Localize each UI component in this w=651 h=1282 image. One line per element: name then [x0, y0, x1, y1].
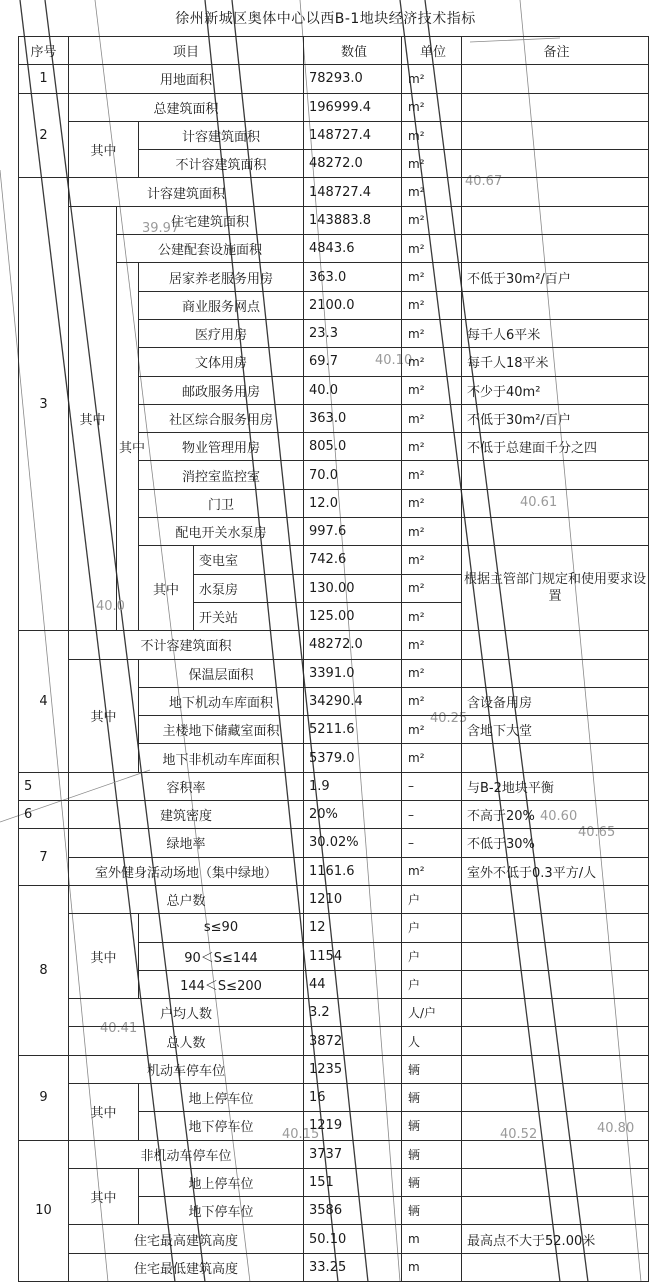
value-cell: 3.2: [304, 999, 402, 1027]
item-label: 邮政服务用房: [139, 376, 304, 404]
item-label: 不计容建筑面积: [139, 150, 304, 178]
item-label: 户均人数: [69, 999, 304, 1027]
remark-cell: [462, 914, 649, 942]
row-number: 5: [19, 772, 69, 800]
remark-cell: 不高于20%: [462, 801, 649, 829]
remark-cell: 每千人18平米: [462, 348, 649, 376]
value-cell: 20%: [304, 801, 402, 829]
sheet-title: 徐州新城区奥体中心以西B-1地块经济技术指标: [175, 11, 476, 27]
value-cell: 34290.4: [304, 687, 402, 715]
remark-cell: [462, 1197, 649, 1225]
value-cell: 30.02%: [304, 829, 402, 857]
value-cell: 5379.0: [304, 744, 402, 772]
unit-cell: 辆: [402, 1055, 462, 1083]
unit-cell: 户: [402, 914, 462, 942]
value-cell: 50.10: [304, 1225, 402, 1253]
table-row: [19, 914, 649, 942]
unit-cell: m²: [402, 518, 462, 546]
remark-cell: [462, 1140, 649, 1168]
remark-cell: [462, 93, 649, 121]
item-label: 水泵房: [194, 574, 304, 602]
value-cell: 742.6: [304, 546, 402, 574]
item-label: 文体用房: [139, 348, 304, 376]
unit-cell: m²: [402, 348, 462, 376]
remark-cell: [462, 744, 649, 772]
remark-cell: [462, 178, 649, 206]
unit-cell: 辆: [402, 1140, 462, 1168]
value-cell: 3872: [304, 1027, 402, 1055]
value-cell: 148727.4: [304, 121, 402, 149]
value-cell: 148727.4: [304, 178, 402, 206]
table-row: [19, 1055, 649, 1083]
table-row: [19, 121, 649, 149]
unit-cell: m²: [402, 235, 462, 263]
table-row: [19, 1027, 649, 1055]
remark-cell: 不低于30m²/百户: [462, 404, 649, 432]
unit-cell: m²: [402, 546, 462, 574]
group-label: 其中: [69, 1168, 139, 1225]
elevation-label: 40.65: [578, 825, 616, 840]
item-label: 机动车停车位: [69, 1055, 304, 1083]
item-label: 地上停车位: [139, 1083, 304, 1111]
value-cell: 5211.6: [304, 716, 402, 744]
unit-cell: –: [402, 772, 462, 800]
unit-cell: m²: [402, 602, 462, 630]
remark-cell: 根据主管部门规定和使用要求设置: [462, 546, 649, 631]
group-label: 其中: [69, 121, 139, 178]
elevation-label: 40.52: [500, 1127, 538, 1142]
elevation-label: 40.80: [597, 1121, 635, 1136]
unit-cell: –: [402, 829, 462, 857]
value-cell: 69.7: [304, 348, 402, 376]
unit-cell: m²: [402, 150, 462, 178]
header-item: 项目: [69, 37, 304, 65]
remark-cell: [462, 65, 649, 93]
value-cell: 363.0: [304, 263, 402, 291]
table-row: [19, 1140, 649, 1168]
table-row: [19, 885, 649, 913]
row-number: 3: [19, 178, 69, 631]
item-label: 住宅最低建筑高度: [69, 1253, 304, 1281]
unit-cell: m²: [402, 206, 462, 234]
table-row: [19, 999, 649, 1027]
remark-cell: [462, 885, 649, 913]
unit-cell: m²: [402, 376, 462, 404]
unit-cell: 辆: [402, 1112, 462, 1140]
value-cell: 130.00: [304, 574, 402, 602]
remark-cell: 与B-2地块平衡: [462, 772, 649, 800]
remark-cell: [462, 659, 649, 687]
item-label: 变电室: [194, 546, 304, 574]
unit-cell: m²: [402, 291, 462, 319]
item-label: 公建配套设施面积: [117, 235, 304, 263]
elevation-label: 39.97: [142, 221, 180, 236]
value-cell: 1154: [304, 942, 402, 970]
elevation-label: 40.15: [282, 1127, 320, 1142]
unit-cell: m: [402, 1225, 462, 1253]
unit-cell: 辆: [402, 1197, 462, 1225]
value-cell: 143883.8: [304, 206, 402, 234]
table-row: [19, 857, 649, 885]
remark-cell: 不低于30m²/百户: [462, 263, 649, 291]
row-number: 2: [19, 93, 69, 178]
group-label: 其中: [69, 914, 139, 999]
item-label: 住宅最高建筑高度: [69, 1225, 304, 1253]
item-label: 不计容建筑面积: [69, 631, 304, 659]
value-cell: 23.3: [304, 319, 402, 347]
value-cell: 16: [304, 1083, 402, 1111]
unit-cell: 辆: [402, 1083, 462, 1111]
value-cell: 12: [304, 914, 402, 942]
remark-cell: [462, 1055, 649, 1083]
table-row: [19, 631, 649, 659]
header-no: 序号: [19, 37, 69, 65]
row-number: 9: [19, 1055, 69, 1140]
item-label: 建筑密度: [69, 801, 304, 829]
item-label: 容积率: [69, 772, 304, 800]
value-cell: 2100.0: [304, 291, 402, 319]
unit-cell: 人/户: [402, 999, 462, 1027]
row-number: 6: [19, 801, 69, 829]
item-label: 居家养老服务用房: [139, 263, 304, 291]
unit-cell: m²: [402, 433, 462, 461]
table-row: [19, 1225, 649, 1253]
elevation-label: 40.41: [100, 1021, 138, 1036]
elevation-label: 40.61: [520, 495, 558, 510]
remark-cell: [462, 942, 649, 970]
item-label: 144＜S≤200: [139, 970, 304, 998]
unit-cell: m: [402, 1253, 462, 1281]
unit-cell: m²: [402, 121, 462, 149]
value-cell: 4843.6: [304, 235, 402, 263]
item-label: 地下停车位: [139, 1197, 304, 1225]
value-cell: 70.0: [304, 461, 402, 489]
remark-cell: 不低于总建面千分之四: [462, 433, 649, 461]
item-label: 保温层面积: [139, 659, 304, 687]
remark-cell: [462, 1168, 649, 1196]
item-label: 住宅建筑面积: [117, 206, 304, 234]
unit-cell: m²: [402, 404, 462, 432]
row-number: 1: [19, 65, 69, 93]
remark-cell: 不少于40m²: [462, 376, 649, 404]
table-row: [19, 178, 649, 206]
group-label: 其中: [69, 1083, 139, 1140]
unit-cell: m²: [402, 319, 462, 347]
table-row: [19, 65, 649, 93]
group-label: 其中: [69, 206, 117, 630]
value-cell: 3737: [304, 1140, 402, 1168]
item-label: 用地面积: [69, 65, 304, 93]
row-number: 8: [19, 885, 69, 1055]
remark-cell: [462, 150, 649, 178]
remark-cell: [462, 461, 649, 489]
item-label: 地上停车位: [139, 1168, 304, 1196]
unit-cell: m²: [402, 461, 462, 489]
table-row: [19, 1083, 649, 1111]
value-cell: 48272.0: [304, 631, 402, 659]
value-cell: 196999.4: [304, 93, 402, 121]
remark-cell: [462, 999, 649, 1027]
item-label: 地下机动车库面积: [139, 687, 304, 715]
unit-cell: 户: [402, 942, 462, 970]
item-label: 总人数: [69, 1027, 304, 1055]
header-unit: 单位: [402, 37, 462, 65]
value-cell: 997.6: [304, 518, 402, 546]
item-label: 门卫: [139, 489, 304, 517]
remark-cell: [462, 1112, 649, 1140]
unit-cell: 辆: [402, 1168, 462, 1196]
unit-cell: –: [402, 801, 462, 829]
item-label: 物业管理用房: [139, 433, 304, 461]
remark-cell: [462, 518, 649, 546]
remark-cell: [462, 235, 649, 263]
unit-cell: 户: [402, 885, 462, 913]
value-cell: 3391.0: [304, 659, 402, 687]
remark-cell: [462, 489, 649, 517]
item-label: 地下非机动车库面积: [139, 744, 304, 772]
remark-cell: 不低于30%: [462, 829, 649, 857]
header-remark: 备注: [462, 37, 649, 65]
item-label: 消控室监控室: [139, 461, 304, 489]
value-cell: 1.9: [304, 772, 402, 800]
group-label: 其中: [139, 546, 194, 631]
item-label: 90＜S≤144: [139, 942, 304, 970]
item-label: 主楼地下储藏室面积: [139, 716, 304, 744]
value-cell: 44: [304, 970, 402, 998]
value-cell: 1161.6: [304, 857, 402, 885]
value-cell: 33.25: [304, 1253, 402, 1281]
value-cell: 48272.0: [304, 150, 402, 178]
unit-cell: m²: [402, 659, 462, 687]
group-label: 其中: [69, 659, 139, 772]
table-row: [19, 93, 649, 121]
remark-cell: 每千人6平米: [462, 319, 649, 347]
item-label: s≤90: [139, 914, 304, 942]
remark-cell: [462, 970, 649, 998]
table-header-row: [19, 37, 649, 65]
item-label: 地下停车位: [139, 1112, 304, 1140]
value-cell: 363.0: [304, 404, 402, 432]
value-cell: 12.0: [304, 489, 402, 517]
value-cell: 40.0: [304, 376, 402, 404]
unit-cell: 人: [402, 1027, 462, 1055]
elevation-label: 40.67: [465, 174, 503, 189]
table-row: [19, 772, 649, 800]
item-label: 总户数: [69, 885, 304, 913]
unit-cell: m²: [402, 65, 462, 93]
value-cell: 125.00: [304, 602, 402, 630]
row-number: 10: [19, 1140, 69, 1281]
unit-cell: m²: [402, 263, 462, 291]
table-row: [19, 659, 649, 687]
unit-cell: 户: [402, 970, 462, 998]
item-label: 绿地率: [69, 829, 304, 857]
unit-cell: m²: [402, 574, 462, 602]
item-label: 社区综合服务用房: [139, 404, 304, 432]
value-cell: 78293.0: [304, 65, 402, 93]
remark-cell: [462, 631, 649, 659]
unit-cell: m²: [402, 631, 462, 659]
item-label: 总建筑面积: [69, 93, 304, 121]
table-row: [19, 829, 649, 857]
item-label: 商业服务网点: [139, 291, 304, 319]
value-cell: 1235: [304, 1055, 402, 1083]
value-cell: 805.0: [304, 433, 402, 461]
remark-cell: [462, 1027, 649, 1055]
remark-cell: 最高点不大于52.00米: [462, 1225, 649, 1253]
unit-cell: m²: [402, 716, 462, 744]
row-number: 4: [19, 631, 69, 772]
elevation-label: 40.0: [96, 599, 125, 614]
indicator-table: [18, 36, 649, 1282]
item-label: 计容建筑面积: [139, 121, 304, 149]
elevation-label: 40.10: [375, 353, 413, 368]
value-cell: 151: [304, 1168, 402, 1196]
remark-cell: [462, 1253, 649, 1281]
item-label: 医疗用房: [139, 319, 304, 347]
row-number: 7: [19, 829, 69, 886]
unit-cell: m²: [402, 489, 462, 517]
item-label: 非机动车停车位: [69, 1140, 304, 1168]
value-cell: 3586: [304, 1197, 402, 1225]
remark-cell: 室外不低于0.3平方/人: [462, 857, 649, 885]
table-row: [19, 1253, 649, 1281]
remark-cell: 含设备用房: [462, 687, 649, 715]
item-label: 开关站: [194, 602, 304, 630]
unit-cell: m²: [402, 93, 462, 121]
remark-cell: 含地下大堂: [462, 716, 649, 744]
remark-cell: [462, 206, 649, 234]
unit-cell: m²: [402, 744, 462, 772]
unit-cell: m²: [402, 857, 462, 885]
table-row: [19, 206, 649, 234]
group-label: 其中: [117, 263, 139, 631]
item-label: 计容建筑面积: [69, 178, 304, 206]
remark-cell: [462, 291, 649, 319]
table-row: [19, 1168, 649, 1196]
value-cell: 1210: [304, 885, 402, 913]
remark-cell: [462, 121, 649, 149]
table-row: [19, 801, 649, 829]
unit-cell: m²: [402, 178, 462, 206]
unit-cell: m²: [402, 687, 462, 715]
header-value: 数值: [304, 37, 402, 65]
elevation-label: 40.60: [540, 809, 578, 824]
item-label: 配电开关水泵房: [139, 518, 304, 546]
elevation-label: 40.25: [430, 711, 468, 726]
remark-cell: [462, 1083, 649, 1111]
item-label: 室外健身活动场地（集中绿地）: [69, 857, 304, 885]
value-cell: 1219: [304, 1112, 402, 1140]
